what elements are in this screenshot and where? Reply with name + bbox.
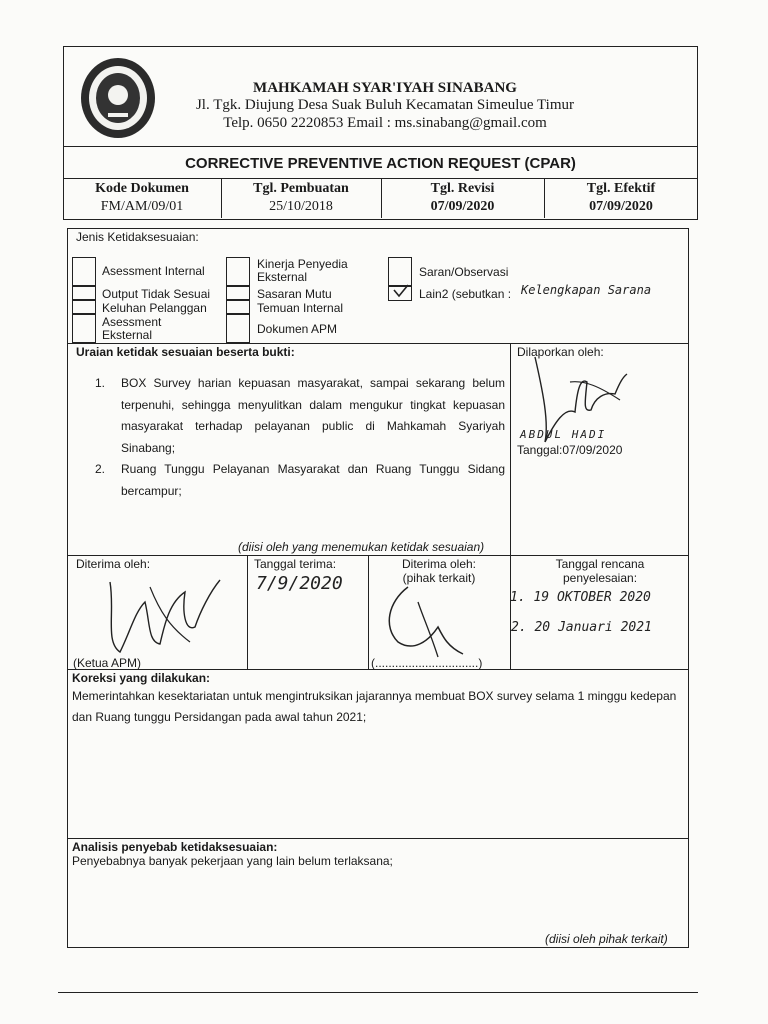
analisis-title: Analisis penyebab ketidaksesuaian: bbox=[72, 840, 278, 854]
analisis-top-line bbox=[67, 838, 689, 839]
pihak-signature bbox=[378, 582, 468, 665]
uraian-split bbox=[510, 343, 511, 555]
org-logo bbox=[78, 55, 158, 141]
uraian-title: Uraian ketidak sesuaian beserta bukti: bbox=[76, 345, 295, 359]
org-name: MAHKAMAH SYAR'IYAH SINABANG bbox=[253, 80, 517, 96]
label-dokumen-apm: Dokumen APM bbox=[257, 322, 338, 336]
terima-split-3 bbox=[510, 555, 511, 669]
pembuatan-label: Tgl. Pembuatan bbox=[253, 181, 349, 196]
checkbox-asessment-internal[interactable] bbox=[72, 257, 96, 287]
dilaporkan-label: Dilaporkan oleh: bbox=[517, 345, 604, 359]
org-address: Jl. Tgk. Diujung Desa Suak Buluh Kecamatan Simeulue Timur bbox=[195, 97, 575, 113]
label-lain2: Lain2 (sebutkan : bbox=[419, 287, 512, 301]
ketua-signature bbox=[90, 572, 230, 662]
koreksi-text: Memerintahkan kesektariatan untuk mengintruksikan jajarannya membuat BOX survey selama 1 minggu kedepan dan Ruang tunggu Persidangan pada awal tahun 2021; bbox=[72, 689, 677, 724]
label-kinerja-penyedia: Kinerja Penyedia Eksternal bbox=[257, 257, 348, 284]
rencana-1: 1. 19 OKTOBER 2020 bbox=[510, 590, 651, 605]
pihak-label: (pihak terkait) bbox=[402, 571, 476, 585]
uraian-footer-note: (diisi oleh yang menemukan ketidak sesuaian) bbox=[238, 540, 485, 554]
checkbox-dokumen-apm[interactable] bbox=[226, 313, 250, 343]
dilaporkan-name: ABDUL HADI bbox=[520, 428, 607, 441]
terima-split-1 bbox=[247, 555, 248, 669]
kode-value: FM/AM/09/01 bbox=[100, 199, 184, 214]
kode-label: Kode Dokumen bbox=[95, 181, 189, 196]
label-sasaran-mutu: Sasaran Mutu bbox=[257, 287, 332, 301]
label-output-tidak-sesuai: Output Tidak Sesuai bbox=[102, 287, 211, 301]
tgl-terima-label: Tanggal terima: bbox=[254, 557, 337, 571]
header-divider-1 bbox=[63, 146, 698, 147]
efektif-label: Tgl. Efektif bbox=[586, 181, 656, 196]
pembuatan-value: 25/10/2018 bbox=[269, 199, 333, 214]
rencana-2: 2. 20 Januari 2021 bbox=[511, 620, 652, 635]
label-temuan-internal: Temuan Internal bbox=[257, 301, 344, 315]
tanggal-value: 07/09/2020 bbox=[562, 443, 623, 457]
revisi-label: Tgl. Revisi bbox=[430, 181, 495, 196]
label-keluhan-pelanggan: Keluhan Pelanggan bbox=[102, 301, 207, 315]
label-asessment-internal: Asessment Internal bbox=[102, 264, 205, 278]
koreksi-top-line bbox=[67, 669, 689, 670]
checkmark-icon bbox=[392, 284, 410, 303]
ketua-label: (Ketua APM) bbox=[73, 656, 142, 670]
tanggal-label: Tanggal: bbox=[517, 443, 563, 457]
page-bottom-rule bbox=[58, 992, 698, 993]
org-contact: Telp. 0650 2220853 Email : ms.sinabang@gmail.com bbox=[223, 115, 547, 131]
efektif-value: 07/09/2020 bbox=[589, 199, 653, 214]
checkbox-kinerja-penyedia[interactable] bbox=[226, 257, 250, 287]
revisi-value: 07/09/2020 bbox=[430, 199, 495, 214]
analisis-text: Penyebabnya banyak pekerjaan yang lain belum terlaksana; bbox=[72, 854, 393, 868]
uraian-item-1: 1. BOX Survey harian kepuasan masyarakat, sampai sekarang belum terpenuhi, sehingga menyulitkan dalam mengukur tingkat kepuasan masyarakat terhadap pelayanan public di Mahkamah Syariyah Sinabang; bbox=[95, 376, 505, 455]
checkbox-asessment-eksternal[interactable] bbox=[72, 313, 96, 343]
diterima2-label: Diterima oleh: bbox=[401, 557, 477, 571]
koreksi-title: Koreksi yang dilakukan: bbox=[72, 671, 211, 685]
label-asessment-eksternal: Asessment Eksternal bbox=[102, 315, 162, 342]
tgl-terima-value: 7/9/2020 bbox=[256, 573, 343, 594]
rencana-label: Tanggal rencana penyelesaian: bbox=[555, 557, 645, 585]
uraian-top-line bbox=[67, 343, 689, 344]
pihak-dots: (...............................) bbox=[371, 656, 483, 670]
terima-top-line bbox=[67, 555, 689, 556]
label-saran-observasi: Saran/Observasi bbox=[419, 265, 509, 279]
uraian-list bbox=[95, 373, 505, 502]
form-title: CORRECTIVE PREVENTIVE ACTION REQUEST (CPAR) bbox=[185, 155, 576, 172]
analisis-footer-note: (diisi oleh pihak terkait) bbox=[545, 932, 668, 946]
jenis-title: Jenis Ketidaksesuaian: bbox=[76, 230, 199, 244]
lain2-handwritten: Kelengkapan Sarana bbox=[521, 283, 652, 297]
diterima-label: Diterima oleh: bbox=[76, 557, 151, 571]
checkbox-saran-observasi[interactable] bbox=[388, 257, 412, 287]
uraian-item-2: 2. Ruang Tunggu Pelayanan Masyarakat dan Ruang Tunggu Sidang bercampur; bbox=[95, 462, 505, 498]
tanggal-row bbox=[517, 443, 622, 457]
